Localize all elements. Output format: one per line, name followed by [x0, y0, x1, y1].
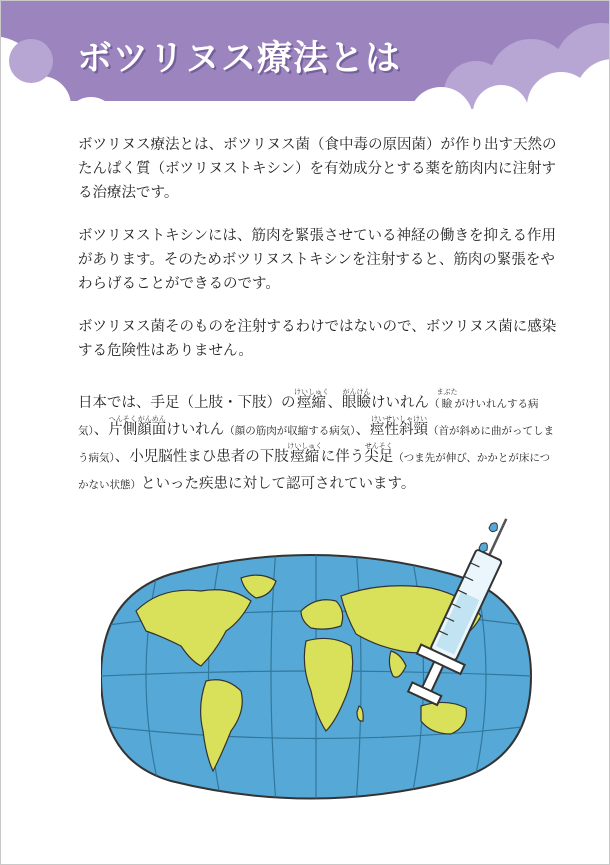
- term-spasticity: 痙縮けいしゅく: [294, 388, 329, 411]
- term-cp-spasticity: 痙縮けいしゅく: [287, 442, 323, 465]
- paragraph-mechanism: ボツリヌストキシンには、筋肉を緊張させている神経の働きを抑える作用があります。そのためボツリヌストキシンを注射すると、筋肉の緊張をやわらげることができるのです。: [78, 228, 556, 292]
- page-title: ボツリヌス療法とは: [77, 39, 402, 79]
- term-equinus: 尖足せんそく: [364, 442, 394, 465]
- world-map-syringe-illustration: [101, 516, 541, 816]
- conditions-intro: 日本では、手足（上肢・下肢）の: [78, 395, 296, 411]
- term-torticollis: 痙性斜頸けいせいしゃけい: [370, 415, 428, 438]
- conditions-ending: といった疾患に対して認可されています。: [141, 476, 416, 492]
- term-face: 顔面がんめん: [137, 415, 167, 438]
- droplet-icon: [479, 523, 497, 552]
- note-blepharospasm: （瞼まぶたがけいれんする病気）: [78, 388, 539, 437]
- paragraph-intro: ボツリヌス療法とは、ボツリヌス菌（食中毒の原因菌）が作り出す天然のたんぱく質（ボツリヌストキシン）を有効成分とする薬を筋肉内に注射する治療法です。: [78, 137, 557, 201]
- note-hemifacial: （顔の筋肉が収縮する病気）: [224, 425, 356, 437]
- paragraph-safety: ボツリヌス菌そのものを注射するわけではないので、ボツリヌス菌に感染する危険性はありません。: [78, 319, 557, 359]
- term-eyelid-kanji: 眼瞼がんけん: [342, 388, 371, 411]
- content-body: [78, 133, 558, 517]
- note-equinus: （つま先が伸び、かかとが床につかない状態）: [78, 452, 551, 491]
- term-hemifacial: 片側へんそく: [108, 415, 138, 438]
- paragraph-approved-conditions: 日本では、手足（上肢・下肢）の痙縮けいしゅく、眼瞼がんけんけいれん（瞼まぶたがけいれんする病気）、片側へんそく顔面がんめんけいれん（顔の筋肉が収縮する病気）、痙性斜頸けいせいしゃけい（首が斜めに曲がってしまう病気）、小児脳性まひ患者の下肢痙縮けいしゅくに伴う尖足せんそく（つま先が伸び、かかとが床につかない状態）といった疾患に対して認可されています。: [78, 388, 554, 492]
- note-torticollis: （首が斜めに曲がってしまう病気）: [78, 425, 554, 464]
